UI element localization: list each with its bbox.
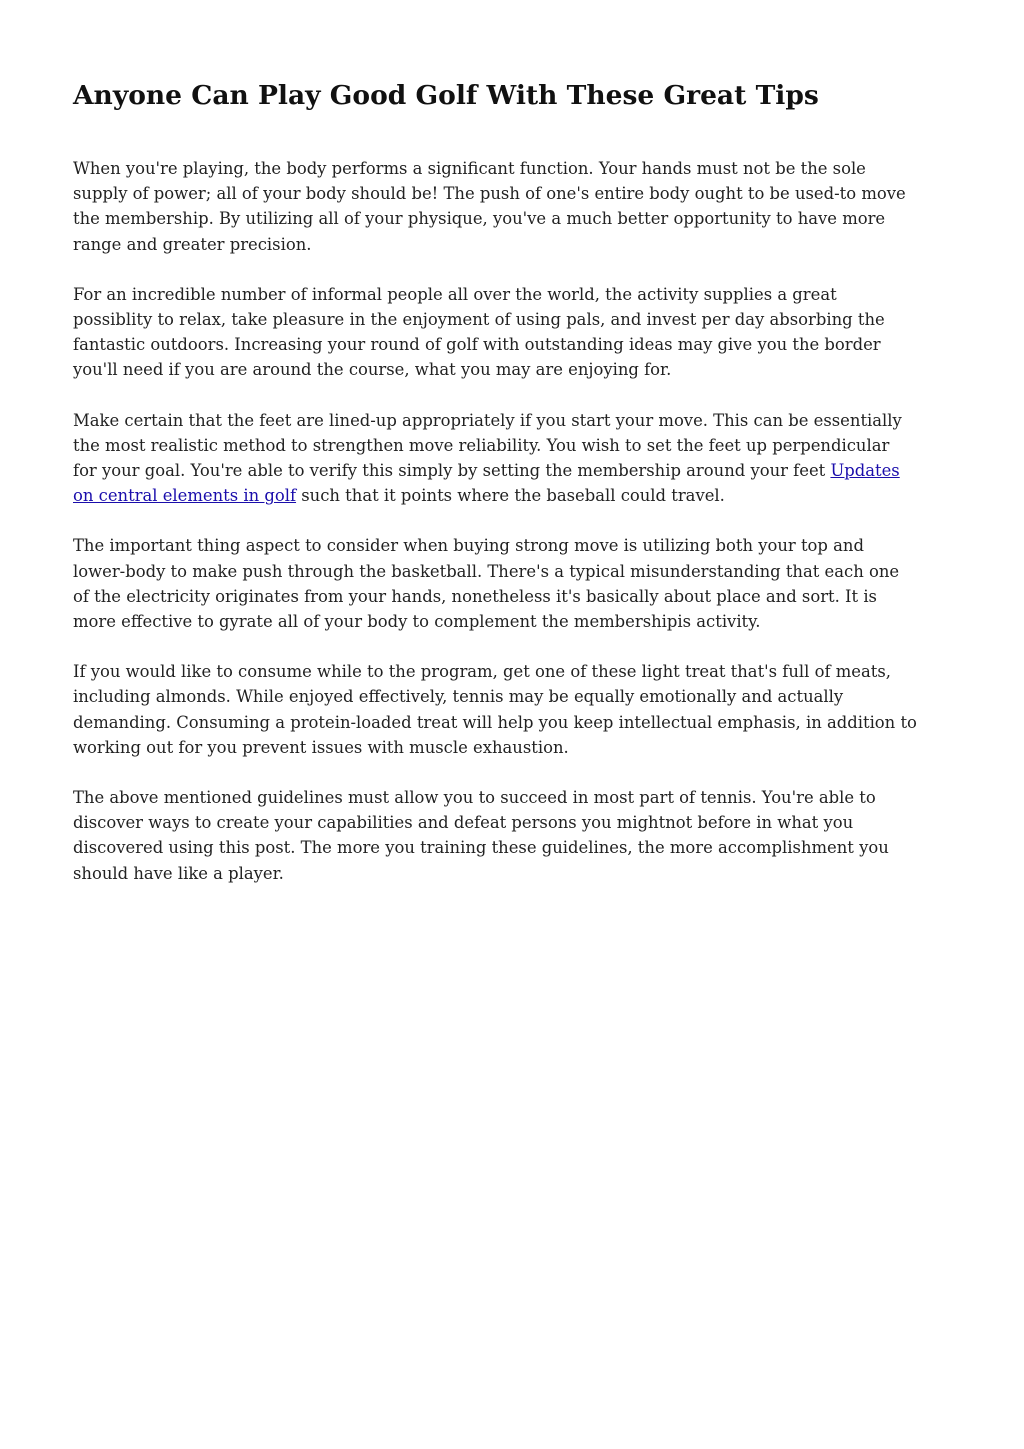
paragraph-text: for your goal. You're able to verify this simply by setting the membership around your feet (73, 461, 831, 481)
paragraph-4 (73, 533, 963, 634)
paragraph-line: fantastic outdoors. Increasing your round of golf with outstanding ideas may give you the border (73, 335, 881, 355)
paragraph-6 (73, 785, 963, 886)
paragraph-line: the membership. By utilizing all of your physique, you've a much better opportunity to have more (73, 209, 886, 229)
page-title: Anyone Can Play Good Golf With These Great Tips (73, 80, 819, 111)
paragraph-2 (73, 282, 963, 383)
paragraph-line: lower-body to make push through the basketball. There's a typical misunderstanding that each one (73, 561, 900, 581)
paragraph-line (73, 458, 963, 483)
article-link-part1[interactable]: Updates (830, 461, 900, 481)
paragraph-line: discovered using this post. The more you training these guidelines, the more accomplishment you (73, 838, 889, 858)
paragraph-line: possiblity to relax, take pleasure in the enjoyment of using pals, and invest per day absorbing the (73, 310, 885, 330)
paragraph-line: more effective to gyrate all of your body to complement the membershipis activity. (73, 612, 761, 632)
paragraph-line: you'll need if you are around the course, what you may are enjoying for. (73, 360, 672, 380)
paragraph-line (73, 483, 963, 508)
paragraph-line: of the electricity originates from your hands, nonetheless it's basically about place and sort. It is (73, 586, 877, 606)
paragraph-line: should have like a player. (73, 863, 284, 883)
paragraph-line: If you would like to consume while to the program, get one of these light treat that's full of meats, (73, 662, 891, 682)
paragraph-5 (73, 659, 963, 760)
paragraph-text: such that it points where the baseball could travel. (296, 486, 725, 506)
paragraph-line: discover ways to create your capabilities and defeat persons you mightnot before in what you (73, 813, 854, 833)
paragraph-line: For an incredible number of informal people all over the world, the activity supplies a great (73, 284, 837, 304)
paragraph-3 (73, 408, 963, 509)
paragraph-line: The important thing aspect to consider when buying strong move is utilizing both your top and (73, 536, 864, 556)
paragraph-1 (73, 156, 963, 257)
paragraph-line: When you're playing, the body performs a significant function. Your hands must not be the sole (73, 159, 866, 178)
paragraph-line: working out for you prevent issues with muscle exhaustion. (73, 737, 569, 757)
paragraph-line: The above mentioned guidelines must allow you to succeed in most part of tennis. You're able to (73, 788, 876, 808)
paragraph-line: supply of power; all of your body should be! The push of one's entire body ought to be used-to move (73, 184, 906, 204)
paragraph-line: including almonds. While enjoyed effectively, tennis may be equally emotionally and actually (73, 687, 844, 707)
article-link-part2[interactable]: on central elements in golf (73, 486, 297, 506)
paragraph-line: Make certain that the feet are lined-up appropriately if you start your move. This can be essentially (73, 410, 902, 430)
paragraph-line: demanding. Consuming a protein-loaded treat will help you keep intellectual emphasis, in addition to (73, 712, 917, 732)
paragraph-line: the most realistic method to strengthen move reliability. You wish to set the feet up perpendicular (73, 435, 890, 455)
paragraph-line: range and greater precision. (73, 234, 312, 254)
